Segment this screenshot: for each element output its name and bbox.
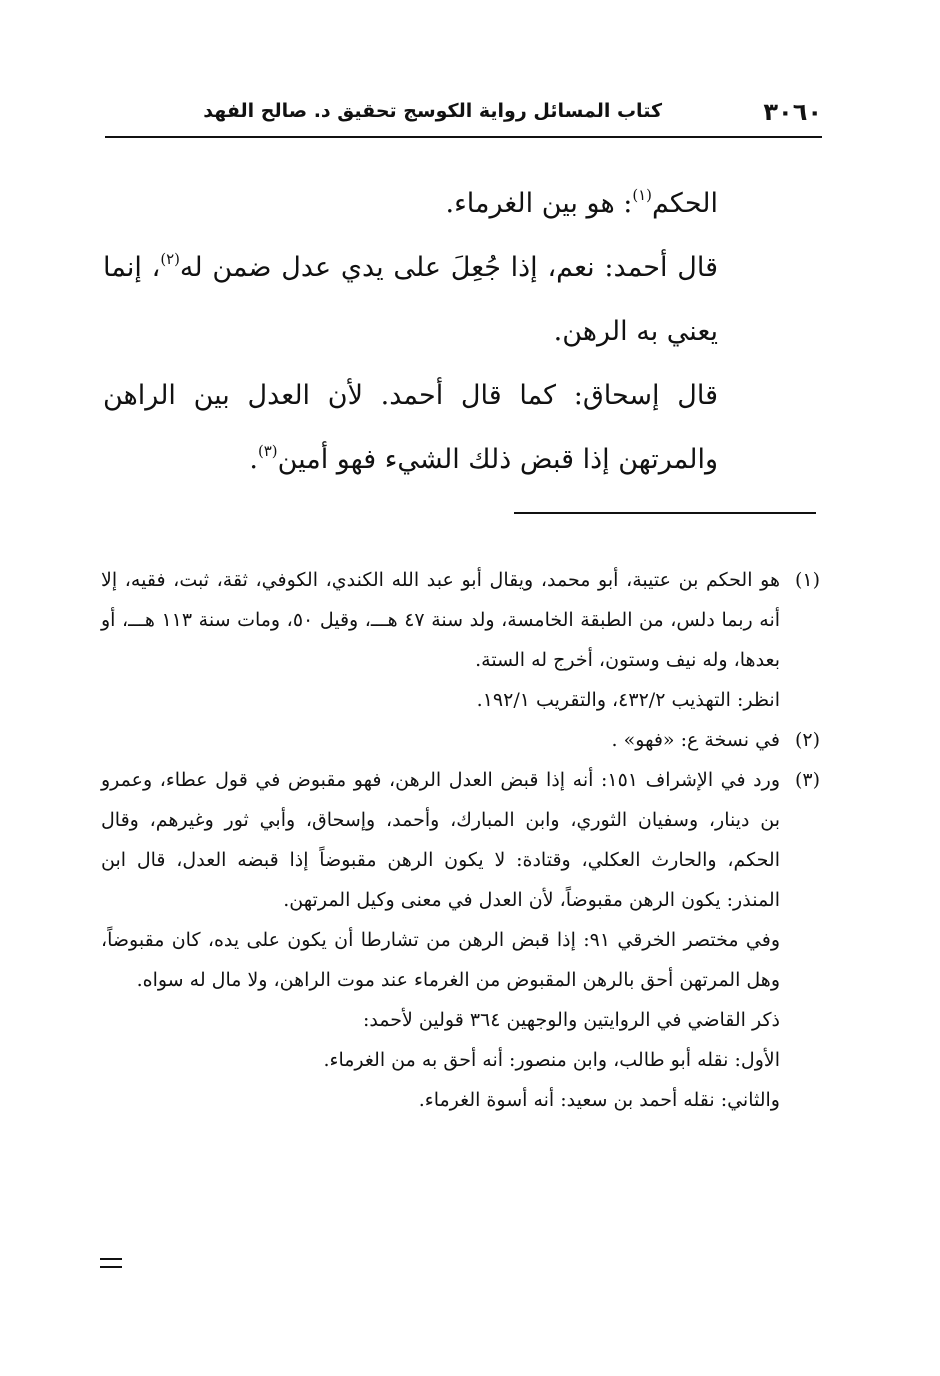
footnote-number: (٢): [794, 729, 820, 751]
footnote-3-qadi: ذكر القاضي في الروايتين والوجهين ٣٦٤ قولين لأحمد:: [362, 1009, 780, 1031]
paragraph-text: الحكم: [651, 188, 718, 219]
paragraph-text: : هو بين الغرماء.: [445, 188, 633, 219]
footnote-text: هو الحكم بن عتيبة، أبو محمد، ويقال أبو عبد الله الكندي، الكوفي، ثقة، ثبت، فقيه، إلا أنه ربما دلس، من الطبقة الخامسة، ولد سنة ٤٧ هـــ، وقيل ٥٠، ومات سنة ١١٣ هـــ، أو بعدها، وله نيف وستون، أخرج له الستة.: [101, 569, 781, 671]
paragraph-text: ، إنما يعني به الرهن.: [103, 252, 718, 347]
footnote-ref-3: (٣): [257, 442, 278, 461]
paragraph-text: قال إسحاق: كما قال أحمد. لأن العدل بين الراهن والمرتهن إذا قبض ذلك الشيء فهو أمين: [103, 380, 718, 475]
main-text: [103, 172, 718, 492]
page-header: [105, 96, 822, 136]
footnote-separator: [514, 512, 816, 514]
paragraph-text: قال أحمد: نعم، إذا جُعِلَ على يدي عدل ضمن له: [179, 252, 718, 283]
footnote-3: [101, 760, 820, 920]
continuation-line: [100, 1258, 122, 1260]
continuation-mark: [100, 1258, 122, 1274]
paragraph-ishaq: [103, 364, 718, 492]
footnote-text: في نسخة ع: «فهو» .: [611, 729, 780, 751]
footnote-number: (٣): [794, 769, 820, 791]
page-number: ٣٠٦٠: [763, 98, 822, 126]
footnote-text: ورد في الإشراف ١٥١: أنه إذا قبض العدل الرهن، فهو مقبوض في قول عطاء، وعمرو بن دينار، وسفيان الثوري، وابن المبارك، وأحمد، وإسحاق، وأبي ثور وغيرهم، وقال الحكم، والحارث العكلي، وقتادة: لا يكون الرهن مقبوضاً إذا قبضه العدل، قال ابن المنذر: يكون الرهن مقبوضاً، لأن العدل في معنى وكيل المرتهن.: [101, 769, 780, 911]
footnote-3-first: الأول: نقله أبو طالب، وابن منصور: أنه أحق به من الغرماء.: [323, 1049, 780, 1071]
footnote-ref-1: (١): [632, 186, 652, 205]
footnote-1-reference: انظر: التهذيب ٤٣٢/٢، والتقريب ١٩٢/١.: [476, 689, 780, 711]
footnote-3-second: والثاني: نقله أحمد بن سعيد: أنه أسوة الغرماء.: [418, 1089, 780, 1111]
header-rule: [105, 136, 822, 138]
footnote-number: (١): [794, 569, 820, 591]
paragraph-hakam: [103, 172, 718, 236]
footnotes: [101, 560, 820, 1120]
footnote-1: [101, 560, 820, 680]
running-title: كتاب المسائل رواية الكوسج تحقيق د. صالح الفهد: [203, 100, 662, 122]
footnote-ref-2: (٢): [160, 250, 180, 269]
footnote-3-kharaqi: وفي مختصر الخرقي ٩١: إذا قبض الرهن من تشارطا أن يكون على يده، كان مقبوضاً، وهل المرتهن أحق بالرهن المقبوض من الغرماء عند موت الراهن، ولا مال له سواه.: [101, 929, 780, 991]
footnote-2: [101, 720, 820, 760]
paragraph-text: .: [249, 444, 258, 475]
paragraph-ahmad: [103, 236, 718, 364]
continuation-line: [100, 1266, 122, 1268]
